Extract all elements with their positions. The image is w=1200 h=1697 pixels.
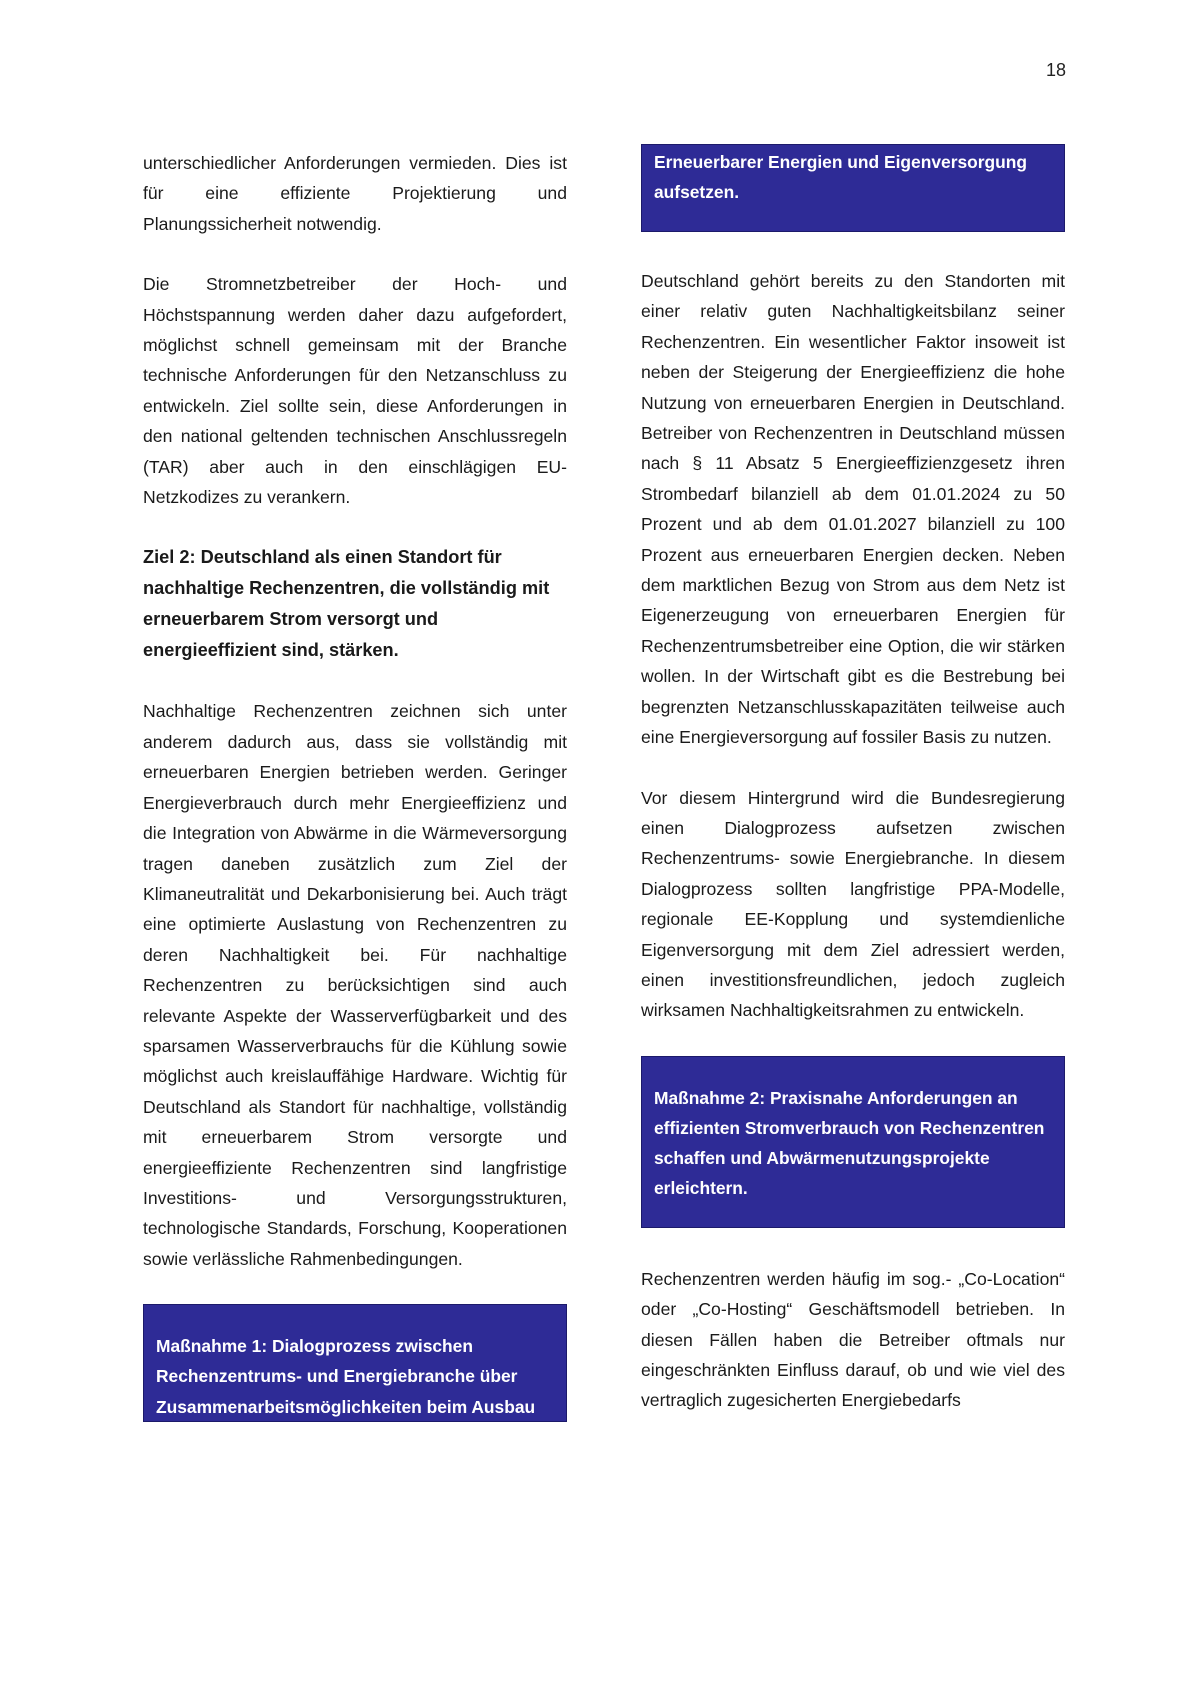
paragraph-grid-operators: Die Stromnetzbetreiber der Hoch- und Höchstspannung werden daher dazu aufgefordert, möglichst schnell gemeinsam mit der Branche technische Anforderungen für den Netzanschluss zu entwickeln. Ziel sollte sein, diese Anforderungen in den national geltenden technischen Anschlussregeln (TAR) aber auch in den einschlägigen EU-Netzkodizes zu verankern. bbox=[143, 274, 567, 508]
page-number: 18 bbox=[1045, 60, 1066, 80]
paragraph-dialog-process: Vor diesem Hintergrund wird die Bundesregierung einen Dialogprozess aufsetzen zwischen Rechenzentrums- sowie Energiebranche. In diesem Dialogprozess sollten langfristige PPA-Modelle, regionale EE-Kopplung und systemdienliche Eigenversorgung mit dem Ziel adressiert werden, einen investitionsfreundlichen, jedoch zugleich wirksamen Nachhaltigkeitsrahmen zu entwickeln. bbox=[641, 787, 1065, 1021]
left-column bbox=[143, 148, 567, 1422]
paragraph-requirements-avoided: unterschiedlicher Anforderungen vermieden. Dies ist für eine effiziente Projektierung und Planungssicherheit notwendig. bbox=[143, 153, 567, 234]
paragraph-sustainable-datacenters: Nachhaltige Rechenzentren zeichnen sich unter anderem dadurch aus, dass sie vollständig mit erneuerbaren Energien betrieben werden. Geringer Energieverbrauch durch mehr Energieeffizienz und die Integration von Abwärme in die Wärmeversorgung tragen daneben zusätzlich zum Ziel der Klimaneutralität und Dekarbonisierung bei. Auch trägt eine optimierte Auslastung von Rechenzentren zu deren Nachhaltigkeit bei. Für nachhaltige Rechenzentren zu berücksichtigen sind auch relevante Aspekte der Wasserverfügbarkeit und des sparsamen Wasserverbrauchs für die Kühlung sowie möglichst auch kreislauffähige Hardware. Wichtig für Deutschland als Standort für nachhaltige, vollständig mit erneuerbarem Strom versorgte und energieeffiziente Rechenzentren sind langfristige Investitions- und Versorgungsstrukturen, technologische Standards, Forschung, Kooperationen sowie verlässliche Rahmenbedingungen. bbox=[143, 701, 567, 1269]
measure-1-box-continued: Erneuerbarer Energien und Eigenversorgung aufsetzen. bbox=[641, 144, 1065, 232]
measure-2-box: Maßnahme 2: Praxisnahe Anforderungen an effizienten Stromverbrauch von Rechenzentren schaffen und Abwärmenutzungsprojekte erleichtern. bbox=[641, 1056, 1065, 1228]
paragraph-germany-sustainability: Deutschland gehört bereits zu den Standorten mit einer relativ guten Nachhaltigkeitsbilanz seiner Rechenzentren. Ein wesentlicher Faktor insoweit ist neben der Steigerung der Energieeffizienz die hohe Nutzung von erneuerbaren Energien in Deutschland. Betreiber von Rechenzentren in Deutschland müssen nach § 11 Absatz 5 Energieeffizienzgesetz ihren Strombedarf bilanziell ab dem 01.01.2024 zu 50 Prozent und ab dem 01.01.2027 bilanziell zu 100 Prozent aus erneuerbaren Energien decken. Neben dem marktlichen Bezug von Strom aus dem Netz ist Eigenerzeugung von erneuerbaren Energien für Rechenzentrumsbetreiber eine Option, die wir stärken wollen. In der Wirtschaft gibt es die Bestrebung bei begrenzten Netzanschlusskapazitäten teilweise auch eine Energieversorgung auf fossiler Basis zu nutzen. bbox=[641, 271, 1065, 748]
right-column bbox=[641, 148, 1065, 1446]
measure-1-box: Maßnahme 1: Dialogprozess zwischen Rechenzentrums- und Energiebranche über Zusammenarbeitsmöglichkeiten beim Ausbau bbox=[143, 1304, 567, 1422]
heading-goal-2: Ziel 2: Deutschland als einen Standort für nachhaltige Rechenzentren, die vollständig mit erneuerbarem Strom versorgt und energieeffizient sind, stärken. bbox=[143, 547, 550, 661]
paragraph-co-location: Rechenzentren werden häufig im sog.- „Co-Location“ oder „Co-Hosting“ Geschäftsmodell betrieben. In diesen Fällen haben die Betreiber oftmals nur eingeschränkten Einfluss darauf, ob und wie viel des vertraglich zugesicherten Energiebedarfs bbox=[641, 1268, 1065, 1411]
